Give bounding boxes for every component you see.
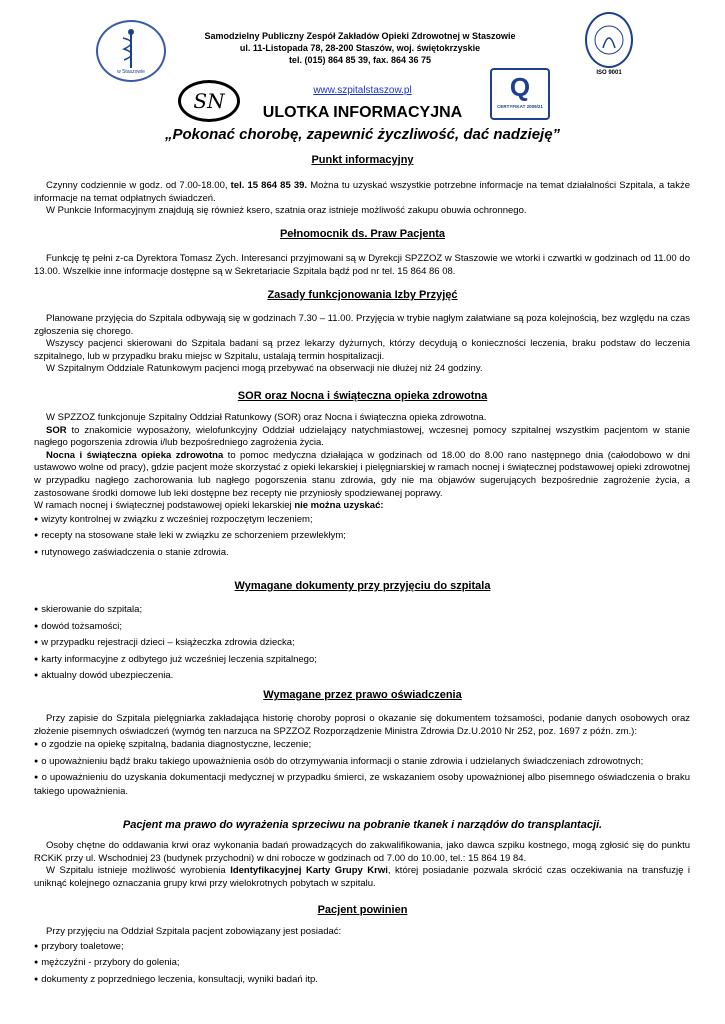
section-blood-donation xyxy=(34,840,690,890)
admission-text-1: Planowane przyjęcia do Szpitala odbywają się w godzinach 7.30 – 11.00. Przyjęcia w trybie nagłym załatwiane są poza kolejnością, bez względu na czas zgłoszenia się chorego. xyxy=(34,313,690,337)
patient-should-text: Przy przyjęciu na Oddział Szpitala pacjent zobowiązany jest posiadać: xyxy=(46,926,342,937)
list-item: ● skierowanie do szpitala; xyxy=(34,604,690,618)
section-sor xyxy=(34,412,690,564)
list-item: ● o upoważnieniu do uzyskania dokumentacji medycznej w przypadku śmierci, ze wskazaniem osoby upoważnionej albo pisemnego oświadczenia o braku takiego upoważnienia. xyxy=(34,772,690,798)
iso-emblem-icon xyxy=(587,14,631,66)
list-item: ● dowód tożsamości; xyxy=(34,621,690,635)
night-care-limits-bold: nie można uzyskać: xyxy=(294,500,384,512)
blood-card-text-1: W Szpitalu istnieje możliwość wyrobienia xyxy=(46,865,231,877)
night-care-text: to pomoc medyczna działająca w godzinach od 18.00 do 8.00 rano następnego dnia (całodobowo w dni ustawowo wolne od pracy), gdzie pacjent może skorzystać z opieki lekarskiej i pielęgniarskiej w ramach nocnej i świątecznej podstawowej opieki zdrowotnej w przypadku nagłego zachorowania lub nagłego pogorszenia stanu zdrowia, gdy nie ma objawów sugerujących bezpośrednie zagrożenie życia, a zastosowane środki domowe lub leki dostępne bez recepty nie przyniosły spodziewanej poprawy. xyxy=(34,449,691,499)
list-item: ● przybory toaletowe; xyxy=(34,941,690,955)
blood-donation-text: Osoby chętne do oddawania krwi oraz wykonania badań prowadzących do zakwalifikowania, jako dawca szpiku kostnego, mogą zgłosić się do punktu RCKiK przy ul. Wschodniej 23 (budynek przychodni) w dni robocze w godzinach od 7.00 do 10.00, tel.: 15 864 19 84. xyxy=(34,840,690,864)
list-item: ● aktualny dowód ubezpieczenia. xyxy=(34,670,690,684)
night-care-label: Nocna i świąteczna opieka zdrowotna xyxy=(46,449,224,461)
list-item: ● wizyty kontrolnej w związku z wcześniej rozpoczętym leczeniem; xyxy=(34,514,690,528)
section-heading-sor: SOR oraz Nocna i świąteczna opieka zdrowotna xyxy=(237,390,488,402)
section-heading-patient-should: Pacjent powinien xyxy=(317,904,408,916)
list-item: ● recepty na stosowane stałe leki w związku ze schorzeniem przewlekłym; xyxy=(34,530,690,544)
section-admission-room xyxy=(34,313,690,376)
sm-logo-text: SN xyxy=(193,89,225,113)
section-heading-admission-room: Zasady funkcjonowania Izby Przyjęć xyxy=(267,289,458,301)
patient-rights-text: Funkcję tę pełni z-ca Dyrektora Tomasz Zych. Interesanci przyjmowani są w Dyrekcji SPZZOZ w Staszowie we wtorki i czwartki w godzinach od 11.00 do 13.00. Wszelkie inne informacje dostępne są w Sekretariacie Szpitala bądź pod nr tel. 15 864 86 08. xyxy=(34,253,690,277)
iso-label: ISO 9001 xyxy=(596,70,622,76)
section-heading-transplant: Pacjent ma prawo do wyrażenia sprzeciwu na pobranie tkanek i narządów do transplantacji. xyxy=(122,819,603,831)
section-heading-statements: Wymagane przez prawo oświadczenia xyxy=(263,689,462,701)
info-phone: tel. 15 864 85 39. xyxy=(230,180,308,191)
admission-text-3: W Szpitalnym Oddziale Ratunkowym pacjenci mogą przebywać na obserwacji nie dłużej niż 24 godziny. xyxy=(46,363,483,375)
section-heading-info-point: Punkt informacyjny xyxy=(311,154,414,166)
hospital-name: Samodzielny Publiczny Zespół Zakładów Opieki Zdrowotnej w Staszowie xyxy=(204,31,516,41)
info-description: Można tu uzyskać wszystkie potrzebne informacje na temat działalności Szpitala, a także informacje na temat odpłatnych świadczeń. xyxy=(34,180,690,204)
list-item: ● w przypadku rejestracji dzieci – książeczka zdrowia dziecka; xyxy=(34,637,690,651)
iso-logo xyxy=(585,12,633,68)
quality-logo-caption: CERTYFIKAT 2009/21 xyxy=(497,104,543,109)
list-item: ● karty informacyjne z odbytego już wcześniej leczenia szpitalnego; xyxy=(34,654,690,668)
list-item: ● rutynowego zaświadczenia o stanie zdrowia. xyxy=(34,547,690,561)
section-patient-rights xyxy=(34,253,690,278)
blood-card-name: Identyfikacyjnej Karty Grupy Krwi xyxy=(230,865,388,877)
list-item: ● dokumenty z poprzedniego leczenia, konsultacji, wyniki badań itp. xyxy=(34,974,690,988)
page-title: ULOTKA INFORMACYJNA xyxy=(262,104,463,121)
sor-text-2: to znakomicie wyposażony, wielofunkcyjny Oddział udzielający natychmiastowej, wczesnej pomocy szpitalnej wszystkim pacjentom w stanie nagłego pogorszenia zdrowia i/lub bezpośredniego zagrożenia życia. xyxy=(34,424,690,449)
section-heading-documents: Wymagane dokumenty przy przyjęciu do szpitala xyxy=(234,580,491,592)
sor-label: SOR xyxy=(46,424,67,436)
section-info-point xyxy=(34,180,690,218)
motto: „Pokonać chorobę, zapewnić życzliwość, dać nadzieję” xyxy=(164,126,561,143)
section-patient-should xyxy=(34,926,690,990)
section-statements xyxy=(34,713,690,802)
hospital-address: ul. 11-Listopada 78, 28-200 Staszów, woj. świętokrzyskie xyxy=(239,43,481,53)
section-documents xyxy=(34,604,690,687)
website-link[interactable]: www.szpitalstaszow.pl xyxy=(313,85,412,96)
list-item: ● o upoważnieniu bądź braku takiego upoważnienia osób do otrzymywania informacji o stanie zdrowia i udzielanych świadczeniach zdrowotnych; xyxy=(34,756,690,770)
hospital-phone: tel. (015) 864 85 39, fax. 864 36 75 xyxy=(288,55,432,65)
section-heading-patient-rights: Pełnomocnik ds. Praw Pacjenta xyxy=(279,228,446,240)
list-item: ● o zgodzie na opiekę szpitalną, badania diagnostyczne, leczenie; xyxy=(34,739,690,753)
list-item: ● mężczyźni - przybory do golenia; xyxy=(34,957,690,971)
statements-text: Przy zapisie do Szpitala pielęgniarka zakładająca historię choroby poprosi o okazanie się dokumentem tożsamości, podanie danych osobowych oraz złożenie pisemnych oświadczeń (wymóg ten narzuca na SPZZOZ Rozporządzenie Ministra Zdrowia Dz.U.2010 Nr 252, poz. 1697 z późn. zm.): xyxy=(34,713,690,737)
quality-logo-letter: Q xyxy=(509,72,531,102)
night-care-limits-text: W ramach nocnej i świątecznej podstawowej opieki lekarskiej xyxy=(34,500,295,512)
info-hours-text: Czynny codziennie w godz. od 7.00-18.00, xyxy=(46,180,231,191)
blood-card-text-2: , której posiadanie pozwala skrócić czas oczekiwania na transfuzję i uniknąć kolejnego oznaczania grupy krwi przy wielokrotnych pobytach w szpitalu. xyxy=(34,865,690,889)
admission-text-2: Wszyscy pacjenci skierowani do Szpitala badani są przez lekarzy dyżurnych, którzy decydują o konieczności leczenia, braku podstaw do leczenia szpitalnego, lub w przypadku braku miejsc w Szpitalu, ustalają termin hospitalizacji. xyxy=(34,338,690,362)
sor-text-1: W SPZZOZ funkcjonuje Szpitalny Oddział Ratunkowy (SOR) oraz Nocna i świąteczna opieka zdrowotna. xyxy=(46,412,487,423)
info-services: W Punkcie Informacyjnym znajdują się również ksero, szatnia oraz istnieje możliwość zakupu obuwia ochronnego. xyxy=(46,205,527,217)
hospital-logo-caption: w Staszowie xyxy=(117,69,145,75)
